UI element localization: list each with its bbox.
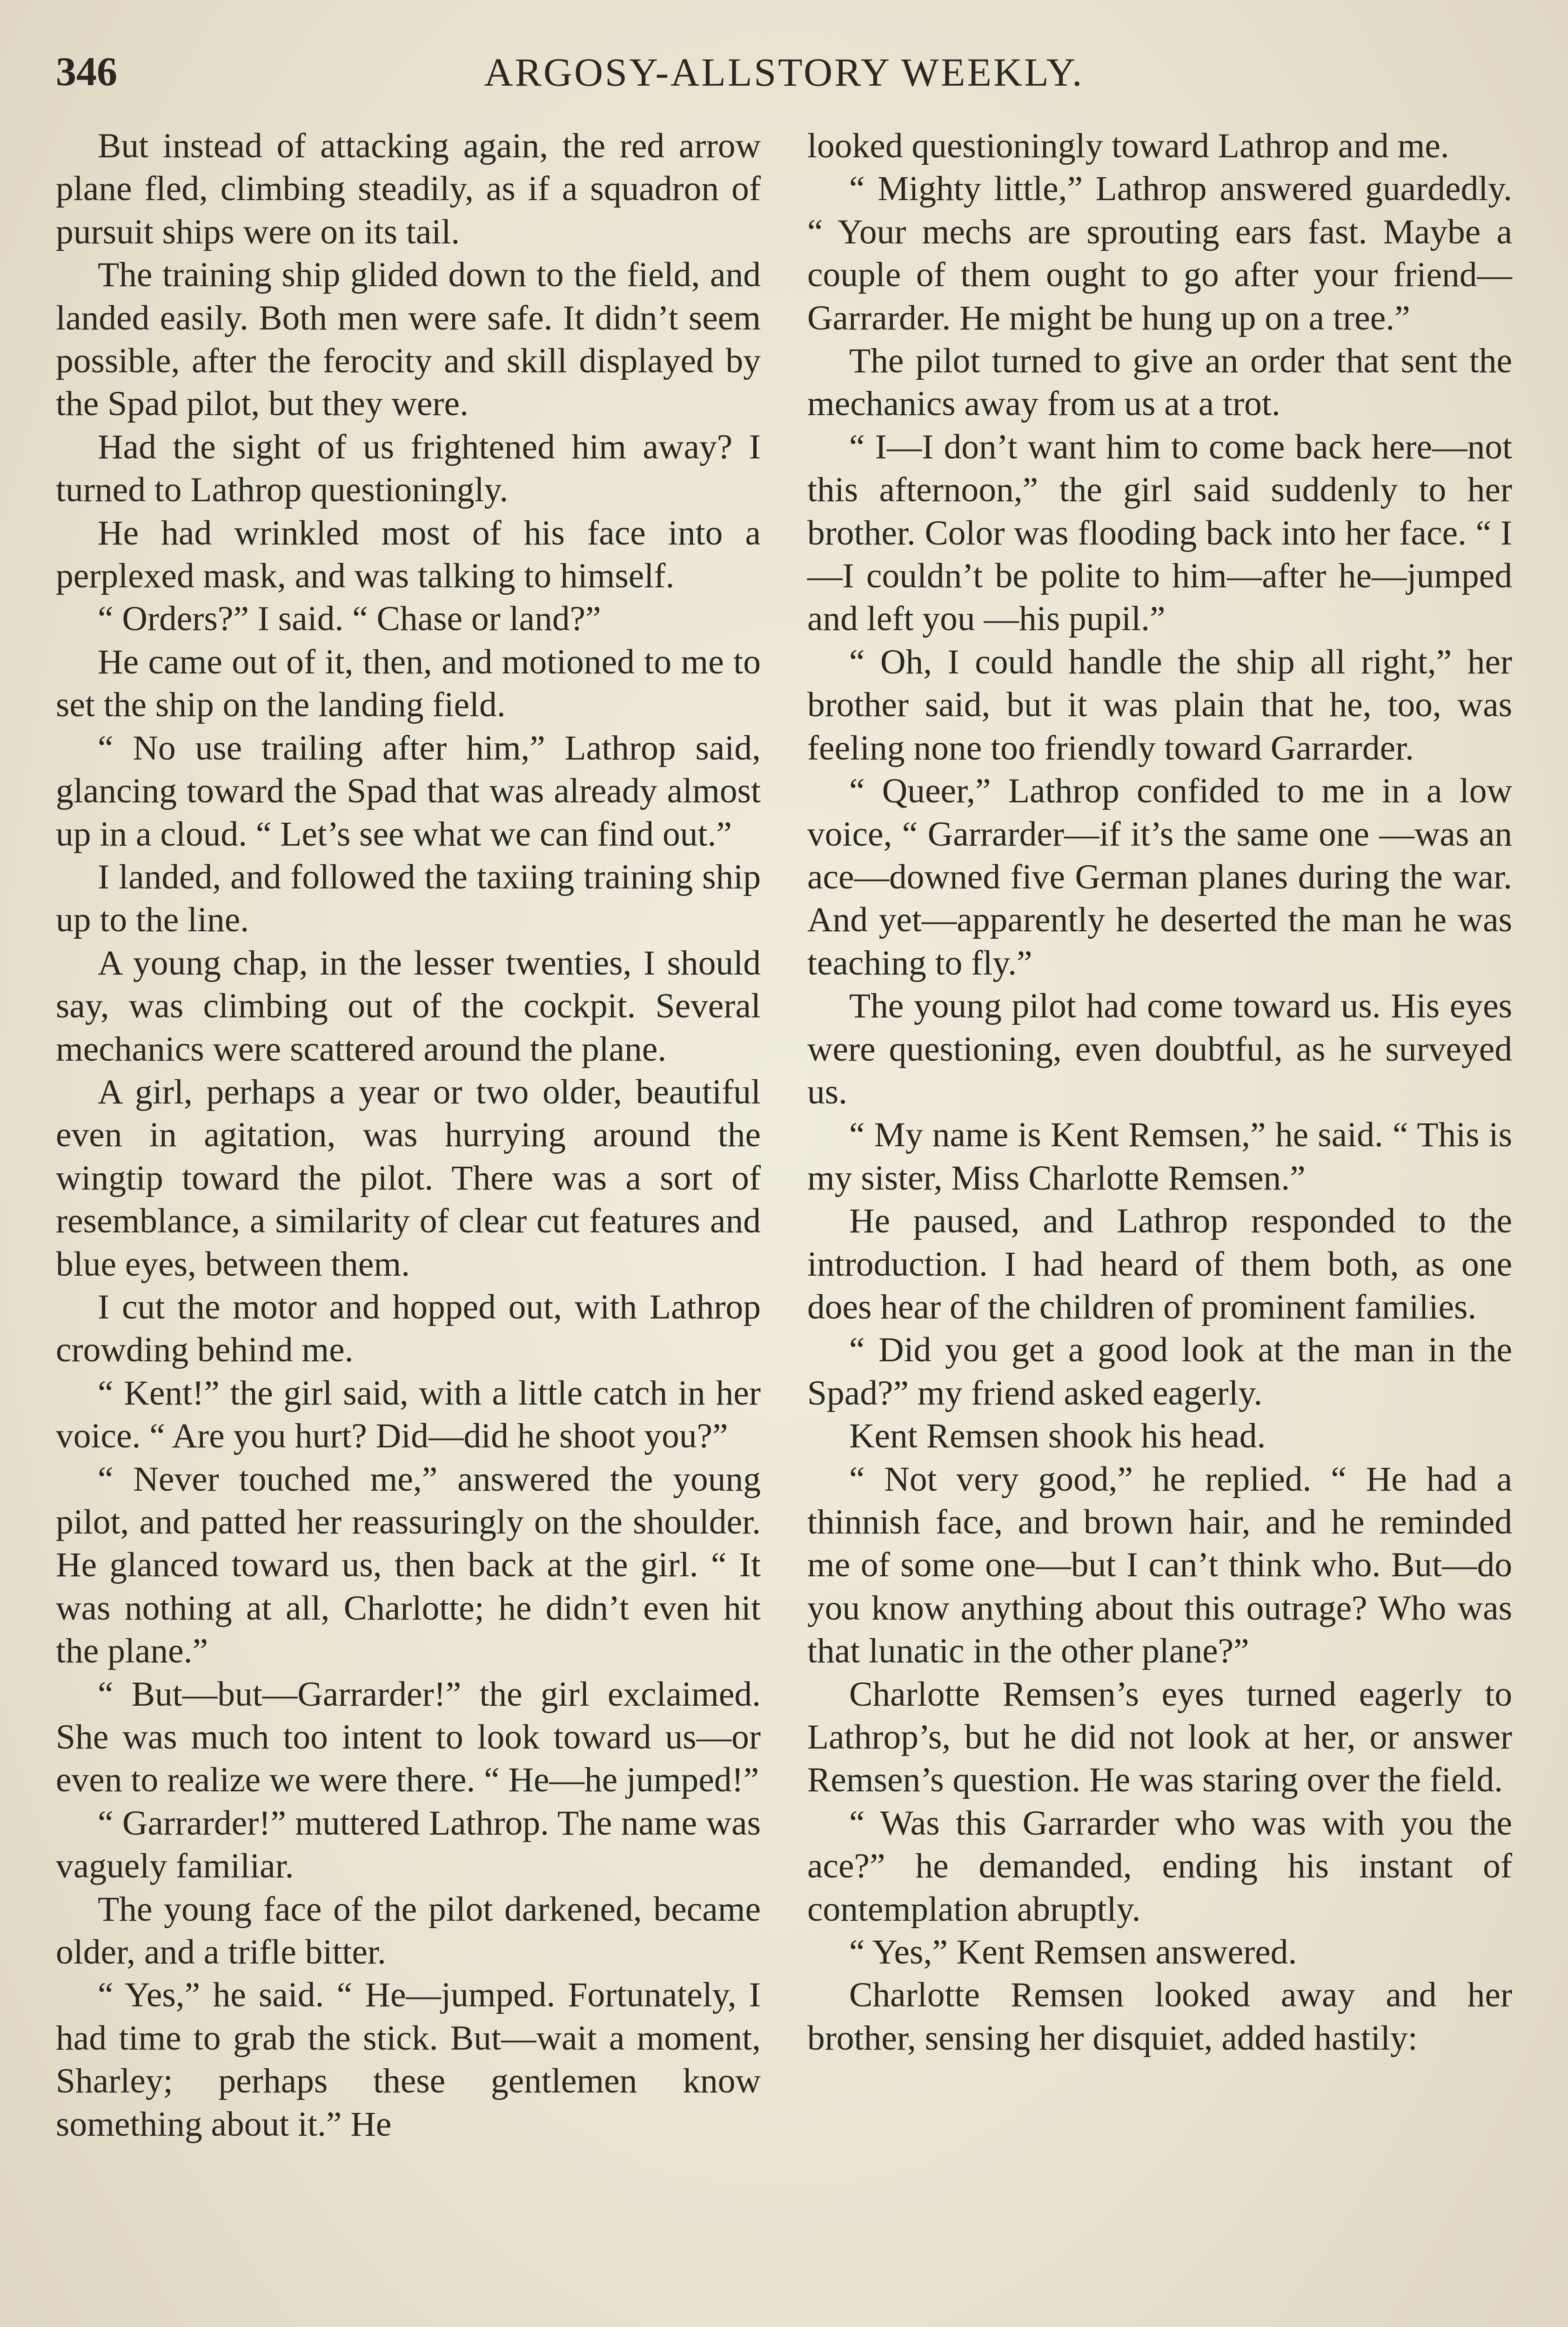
paragraph-continued: looked questioningly toward Lathrop and me. [807, 127, 1449, 165]
paragraph: The young pilot had come toward us. His eyes were questioning, even doubtful, as he surveyed us. [807, 987, 1512, 1111]
paragraph: But instead of attacking again, the red arrow plane fled, climbing steadily, as if a squadron of pursuit ships were on its tail. [56, 127, 761, 251]
paragraph: He had wrinkled most of his face into a perplexed mask, and was talking to himself. [56, 513, 761, 596]
paragraph: “ No use trailing after him,” Lathrop said, glancing toward the Spad that was already almost up in a cloud. “ Let’s see what we can find out.” [56, 728, 761, 854]
paragraph: The training ship glided down to the field, and landed easily. Both men were safe. It didn’t seem possible, after the ferocity and skill displayed by the Spad pilot, but they were. [56, 256, 761, 424]
paragraph: “ I—I don’t want him to come back here—not this afternoon,” the girl said suddenly to her brother. Color was flooding back into her face. “ I—I couldn’t be polite to him—after he—jumped and left you —his pupil.” [807, 427, 1512, 639]
running-head: ARGOSY-ALLSTORY WEEKLY. [484, 50, 1084, 94]
page-header [56, 42, 1512, 102]
paragraph: I landed, and followed the taxiing training ship up to the line. [56, 857, 761, 940]
paragraph: “ Was this Garrarder who was with you the ace?” he demanded, ending his instant of contemplation abruptly. [807, 1803, 1512, 1929]
paragraph: He paused, and Lathrop responded to the introduction. I had heard of them both, as one does hear of the children of prominent families. [807, 1202, 1512, 1326]
paragraph: A girl, perhaps a year or two older, beautiful even in agitation, was hurrying around the wingtip toward the pilot. There was a sort of resemblance, a similarity of clear cut features and blue eyes, between them. [56, 1072, 761, 1284]
paragraph: “ Garrarder!” muttered Lathrop. The name was vaguely familiar. [56, 1803, 761, 1886]
page-number: 346 [56, 49, 117, 94]
right-column [807, 125, 1512, 2060]
paragraph: He came out of it, then, and motioned to me to set the ship on the landing field. [56, 642, 761, 725]
paragraph: “ Orders?” I said. “ Chase or land?” [98, 599, 601, 639]
paragraph: “ Oh, I could handle the ship all right,” her brother said, but it was plain that he, too, was feeling none too friendly toward Garrarder. [807, 642, 1512, 767]
paragraph: “ Queer,” Lathrop confided to me in a low voice, “ Garrarder—if it’s the same one —was an ace—downed five German planes during the war. And yet—apparently he deserted the man he was teaching to fly.” [807, 772, 1512, 982]
paragraph: Kent Remsen shook his head. [849, 1417, 1266, 1456]
paragraph: I cut the motor and hopped out, with Lathrop crowding behind me. [56, 1287, 761, 1370]
paragraph: The pilot turned to give an order that sent the mechanics away from us at a trot. [807, 342, 1512, 424]
paragraph: “ Never touched me,” answered the young pilot, and patted her reassuringly on the shoulder. He glanced toward us, then back at the girl. “ It was nothing at all, Charlotte; he didn’t even hit the plane.” [56, 1459, 761, 1671]
paragraph: Charlotte Remsen looked away and her brother, sensing her disquiet, added hastily: [807, 1976, 1512, 2058]
paragraph: The young face of the pilot darkened, became older, and a trifle bitter. [56, 1890, 761, 1972]
paragraph: “ My name is Kent Remsen,” he said. “ This is my sister, Miss Charlotte Remsen.” [807, 1116, 1512, 1197]
left-column [56, 125, 761, 2146]
paragraph: “ But—but—Garrarder!” the girl exclaimed. She was much too intent to look toward us—or even to realize we were there. “ He—he jumped!” [56, 1675, 761, 1800]
paragraph: “ Kent!” the girl said, with a little catch in her voice. “ Are you hurt? Did—did he shoot you?” [56, 1373, 761, 1456]
paragraph: A young chap, in the lesser twenties, I should say, was climbing out of the cockpit. Several mechanics were scattered around the plane. [56, 943, 761, 1069]
paragraph: “ Did you get a good look at the man in the Spad?” my friend asked eagerly. [807, 1331, 1512, 1412]
paragraph: “ Not very good,” he replied. “ He had a thinnish face, and brown hair, and he reminded me of some one—but I can’t think who. But—do you know anything about this outrage? Who was that lunatic in the other plane?” [807, 1459, 1512, 1671]
paragraph: Had the sight of us frightened him away? I turned to Lathrop questioningly. [56, 427, 761, 510]
paragraph: “ Yes,” Kent Remsen answered. [849, 1933, 1297, 1972]
paragraph: “ Mighty little,” Lathrop answered guardedly. “ Your mechs are sprouting ears fast. Maybe a couple of them ought to go after your friend—Garrarder. He might be hung up on a tree.” [807, 169, 1512, 337]
paragraph: Charlotte Remsen’s eyes turned eagerly to Lathrop’s, but he did not look at her, or answer Remsen’s question. He was staring over the field. [807, 1675, 1512, 1800]
paragraph: “ Yes,” he said. “ He—jumped. Fortunately, I had time to grab the stick. But—wait a moment, Sharley; perhaps these gentlemen know something about it.” He [56, 1976, 761, 2144]
